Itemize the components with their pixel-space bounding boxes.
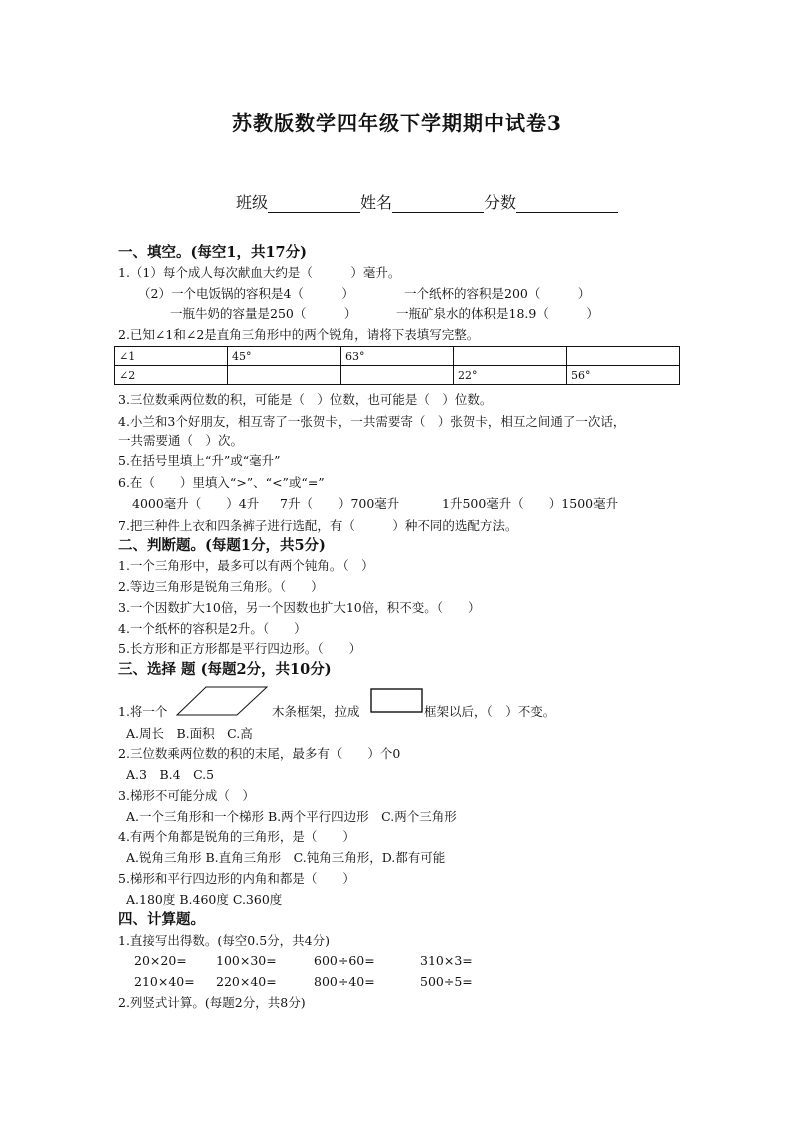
- fill-q6-a: 4000毫升（ ）4升: [132, 496, 260, 511]
- choice-q4-options: A.锐角三角形 B.直角三角形 C.钝角三角形，D.都有可能: [126, 850, 446, 865]
- choice-q3: 3.梯形不可能分成（ ）: [118, 788, 255, 803]
- section-choice-heading: 三、选择 题 (每题2分，共10分): [118, 661, 332, 678]
- calc-item: 310×3=: [420, 953, 473, 968]
- score-blank[interactable]: [516, 196, 618, 213]
- calc-item: 500÷5=: [420, 974, 473, 989]
- fill-q1-3: 一个纸杯的容积是200（ ）: [404, 286, 591, 301]
- judge-q5: 5.长方形和正方形都是平行四边形。（ ）: [118, 641, 362, 656]
- calc-q2: 2.列竖式计算。(每题2分，共8分): [118, 995, 306, 1010]
- calc-q1: 1.直接写出得数。(每空0.5分，共4分): [118, 933, 331, 948]
- judge-q4: 4.一个纸杯的容积是2升。（ ）: [118, 621, 307, 636]
- choice-q3-options: A.一个三角形和一个梯形 B.两个平行四边形 C.两个三角形: [126, 809, 457, 824]
- fill-q3: 3.三位数乘两位数的积，可能是（ ）位数，也可能是（ ）位数。: [118, 392, 493, 407]
- table-cell: 22°: [454, 366, 567, 385]
- table-cell[interactable]: [454, 347, 567, 366]
- choice-q2-options: A.3 B.4 C.5: [126, 767, 215, 782]
- rectangle-figure: [370, 688, 424, 714]
- choice-q5: 5.梯形和平行四边形的内角和都是（ ）: [118, 871, 355, 886]
- section-fill-heading: 一、填空。(每空1，共17分): [118, 244, 307, 261]
- class-blank[interactable]: [268, 196, 360, 213]
- parallelogram-figure: [176, 686, 268, 716]
- calc-item: 800÷40=: [314, 974, 375, 989]
- section-calc-heading: 四、计算题。: [118, 911, 205, 928]
- fill-q1-5: 一瓶矿泉水的体积是18.9（ ）: [396, 306, 599, 321]
- table-row: [115, 366, 680, 385]
- table-cell[interactable]: [228, 366, 341, 385]
- calc-item: 600÷60=: [314, 953, 375, 968]
- fill-q6-c: 1升500毫升（ ）1500毫升: [442, 496, 619, 511]
- judge-q3: 3.一个因数扩大10倍，另一个因数也扩大10倍，积不变。（ ）: [118, 600, 481, 615]
- choice-q1-part1: 1.将一个: [118, 704, 168, 719]
- name-blank[interactable]: [392, 196, 484, 213]
- choice-q2: 2.三位数乘两位数的积的末尾，最多有（ ）个0: [118, 746, 401, 761]
- table-cell: 56°: [567, 366, 680, 385]
- student-info: [236, 190, 618, 213]
- choice-q1-part2: 木条框架，拉成: [272, 704, 360, 719]
- table-cell: ∠1: [115, 347, 228, 366]
- angle-table: [114, 346, 680, 385]
- fill-q1-4: 一瓶牛奶的容量是250（ ）: [170, 306, 357, 321]
- fill-q7: 7.把三种件上衣和四条裤子进行选配，有（ ）种不同的选配方法。: [118, 518, 518, 533]
- choice-q5-options: A.180度 B.460度 C.360度: [126, 892, 283, 907]
- choice-q1-part3: 框架以后，（ ）不变。: [424, 704, 556, 719]
- choice-q4: 4.有两个角都是锐角的三角形，是（ ）: [118, 829, 355, 844]
- fill-q4-2: 一共需要通（ ）次。: [118, 433, 244, 448]
- calc-item: 210×40=: [134, 974, 195, 989]
- judge-q2: 2.等边三角形是锐角三角形。（ ）: [118, 579, 324, 594]
- calc-item: 20×20=: [134, 953, 187, 968]
- table-cell: ∠2: [115, 366, 228, 385]
- page-title: 苏教版数学四年级下学期期中试卷3: [232, 111, 562, 135]
- calc-item: 100×30=: [216, 953, 277, 968]
- name-label: 姓名: [360, 193, 393, 212]
- judge-q1: 1.一个三角形中，最多可以有两个钝角。（ ）: [118, 558, 374, 573]
- table-cell[interactable]: [341, 366, 454, 385]
- table-row: [115, 347, 680, 366]
- fill-q1-2: （2）一个电饭锅的容积是4（ ）: [138, 286, 354, 301]
- calc-item: 220×40=: [216, 974, 277, 989]
- fill-q6-b: 7升（ ）700毫升: [280, 496, 400, 511]
- fill-q2: 2.已知∠1和∠2是直角三角形中的两个锐角，请将下表填写完整。: [118, 327, 480, 342]
- fill-q6: 6.在（ ）里填入“>”、“<”或“=”: [118, 475, 325, 490]
- table-cell: 63°: [341, 347, 454, 366]
- class-label: 班级: [236, 193, 269, 212]
- fill-q1-1: 1.（1）每个成人每次献血大约是（ ）毫升。: [118, 265, 401, 280]
- section-judge-heading: 二、判断题。(每题1分，共5分): [118, 537, 326, 554]
- choice-q1-options: A.周长 B.面积 C.高: [126, 726, 253, 741]
- score-label: 分数: [484, 193, 517, 212]
- table-cell: 45°: [228, 347, 341, 366]
- fill-q5: 5.在括号里填上“升”或“毫升”: [118, 453, 281, 468]
- fill-q4-1: 4.小兰和3个好朋友，相互寄了一张贺卡，一共需要寄（ ）张贺卡，相互之间通了一次话，: [118, 414, 626, 429]
- table-cell[interactable]: [567, 347, 680, 366]
